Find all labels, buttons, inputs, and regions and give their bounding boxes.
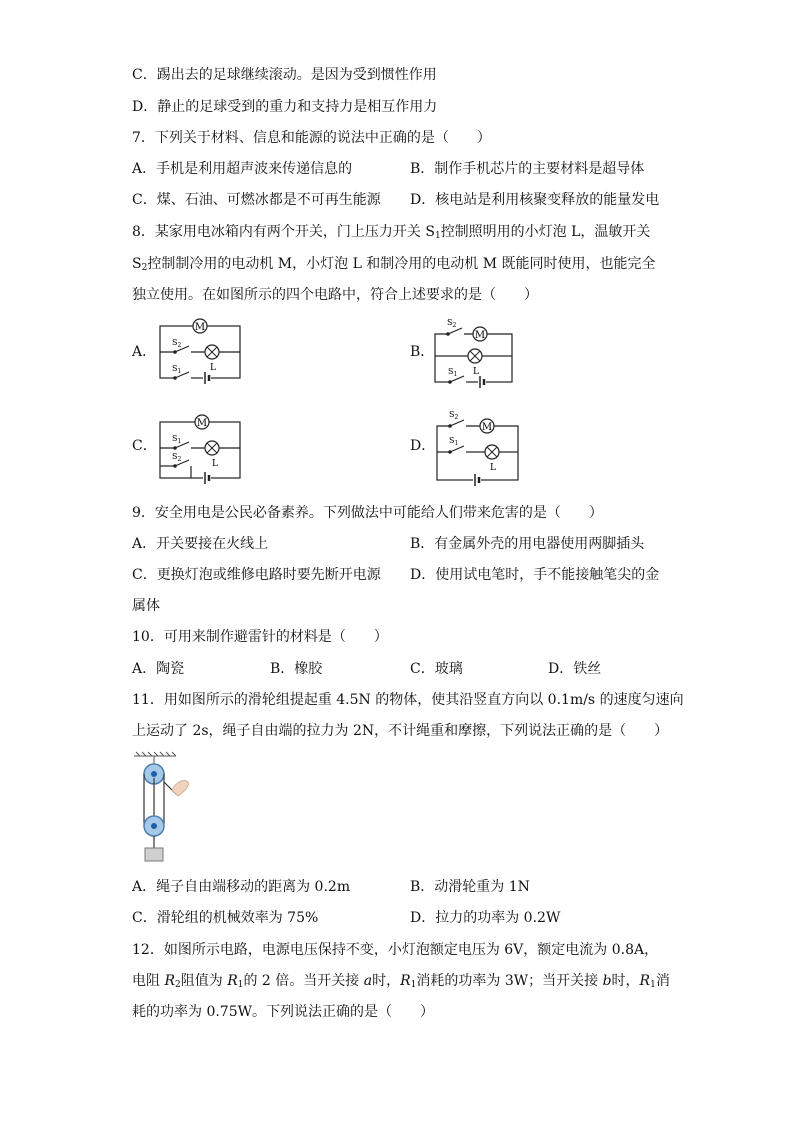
- svg-text:S2: $S_2$: [172, 338, 182, 349]
- q10-option-d: D．铁丝: [548, 661, 602, 677]
- circuit-c-diagram: [155, 412, 255, 486]
- q11-stem-line2: 上运动了 2s，绳子自由端的拉力为 2N，不计绳重和摩擦，下列说法正确的是（ ）: [132, 723, 669, 739]
- q12-stem-line3: 耗的功率为 0.75W。下列说法正确的是（ ）: [132, 1004, 435, 1020]
- q9-option-b: B．有金属外壳的用电器使用两脚插头: [410, 536, 645, 552]
- svg-text:S2: $S_2$: [449, 410, 459, 421]
- svg-text:S1: $S_1$: [449, 436, 459, 447]
- circuit-b-diagram: [430, 316, 530, 388]
- q7-option-d: D．核电站是利用核聚变释放的能量发电: [410, 192, 660, 208]
- svg-text:L: L: [490, 463, 496, 473]
- svg-text:S1: $S_1$: [172, 364, 182, 375]
- svg-text:S2: $S_2$: [172, 452, 182, 463]
- q7-stem: 7．下列关于材料、信息和能源的说法中正确的是（ ）: [132, 130, 491, 146]
- q9-option-d: D．使用试电笔时，手不能接触笔尖的金: [410, 567, 660, 583]
- q11-option-d: D．拉力的功率为 0.2W: [410, 910, 561, 926]
- q11-option-a: A．绳子自由端移动的距离为 0.2m: [132, 879, 351, 895]
- svg-text:M: M: [481, 422, 493, 433]
- svg-text:S2: $S_2$: [447, 318, 457, 329]
- svg-text:L: L: [473, 367, 479, 377]
- circuit-b-label: B．: [410, 344, 435, 360]
- q12-stem-line2: 电阻 $R_2$阻值为 $R_1$的 2 倍。当开关接 a时，$R_1$消耗的功率为 3W；当开关接 b时，$R_1$消: [132, 973, 670, 990]
- q7-option-b: B．制作手机芯片的主要材料是超导体: [410, 161, 645, 177]
- hand-icon: [172, 780, 188, 796]
- circuit-d-label: D．: [410, 438, 436, 454]
- q8-stem-line1: 8．某家用电冰箱内有两个开关，门上压力开关 $S_1$控制照明用的小灯泡 L，温敏开关: [132, 224, 651, 241]
- q11-option-c: C．滑轮组的机械效率为 75%: [132, 910, 319, 926]
- q10-option-b: B．橡胶: [270, 661, 323, 677]
- q11-option-b: B．动滑轮重为 1N: [410, 879, 530, 895]
- q6-option-c: C．踢出去的足球继续滚动。是因为受到惯性作用: [132, 67, 437, 83]
- circuit-d-diagram: [432, 408, 532, 488]
- q9-option-d-continued: 属体: [132, 598, 160, 614]
- q9-option-a: A．开关要接在火线上: [132, 536, 269, 552]
- q10-option-a: A．陶瓷: [132, 661, 185, 677]
- svg-text:L: L: [212, 459, 218, 469]
- q10-stem: 10．可用来制作避雷针的材料是（ ）: [132, 629, 388, 645]
- circuit-a-diagram: [155, 318, 255, 388]
- q8-stem-line3: 独立使用。在如图所示的四个电路中，符合上述要求的是（ ）: [132, 287, 538, 303]
- load-block: [145, 848, 163, 861]
- q11-stem-line1: 11．用如图所示的滑轮组提起重 4.5N 的物体，使其沿竖直方向以 0.1m/s 的速度匀速向: [132, 692, 684, 708]
- q7-option-a: A．手机是利用超声波来传递信息的: [132, 161, 353, 177]
- svg-text:M: M: [474, 330, 486, 341]
- q9-stem: 9．安全用电是公民必备素养。下列做法中可能给人们带来危害的是（ ）: [132, 505, 603, 521]
- q12-stem-line1: 12．如图所示电路，电源电压保持不变，小灯泡额定电压为 6V，额定电流为 0.8A，: [132, 942, 659, 958]
- q6-option-d: D．静止的足球受到的重力和支持力是相互作用力: [132, 99, 438, 115]
- svg-text:M: M: [196, 418, 208, 429]
- svg-text:L: L: [210, 363, 216, 373]
- q9-option-c: C．更换灯泡或维修电路时要先断开电源: [132, 567, 381, 583]
- q10-option-c: C．玻璃: [410, 661, 463, 677]
- svg-text:M: M: [194, 322, 206, 333]
- svg-text:S1: $S_1$: [172, 434, 182, 445]
- pulley-system-figure: [132, 752, 194, 864]
- circuit-a-label: A．: [132, 344, 157, 360]
- q8-stem-line2: $S_2$控制制冷用的电动机 M，小灯泡 L 和制冷用的电动机 M 既能同时使用，也能完全: [132, 256, 656, 273]
- q7-option-c: C．煤、石油、可燃冰都是不可再生能源: [132, 192, 381, 208]
- svg-text:S1: $S_1$: [448, 367, 458, 378]
- circuit-c-label: C．: [132, 438, 157, 454]
